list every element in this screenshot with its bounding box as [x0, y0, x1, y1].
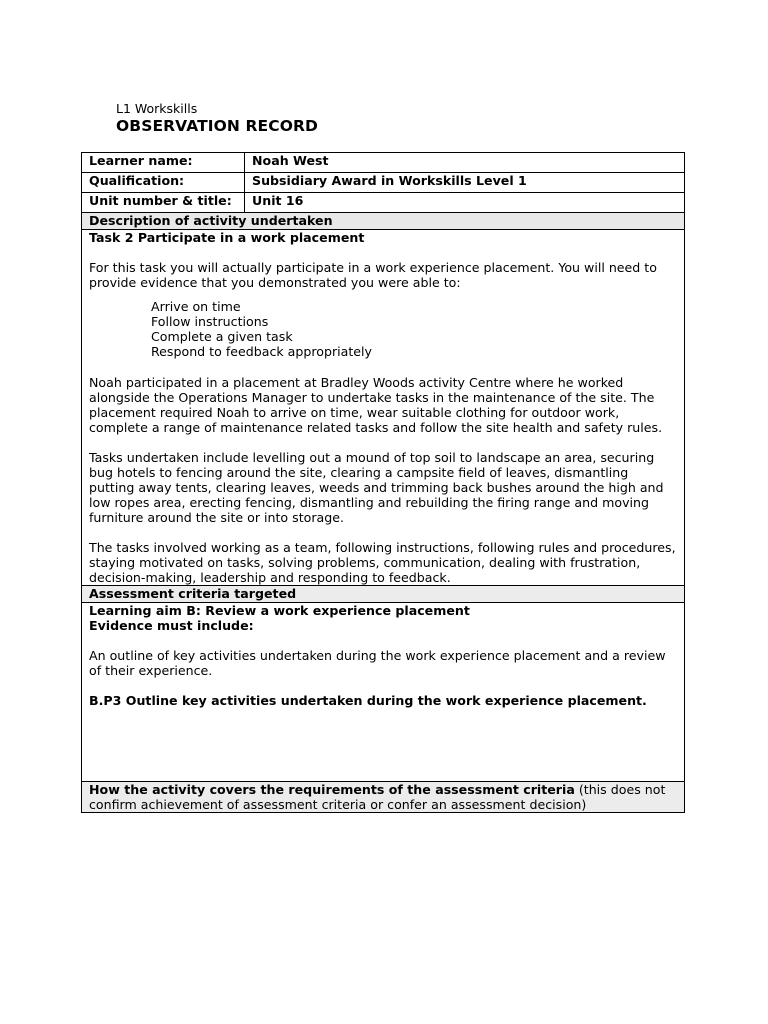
observation-record-table: [81, 152, 685, 813]
task-intro: For this task you will actually participate in a work experience placement. You will need to provide evidence that you demonstrated you were able to:: [89, 260, 657, 290]
criterion-text: B.P3 Outline key activities undertaken during the work experience placement.: [89, 693, 647, 708]
coverage-heading-bold: How the activity covers the requirements of the assessment criteria: [89, 782, 575, 797]
list-item: Respond to feedback appropriately: [151, 344, 373, 359]
qualification-value: Subsidiary Award in Workskills Level 1: [245, 173, 685, 193]
description-heading: Description of activity undertaken: [82, 213, 685, 230]
assessment-heading: Assessment criteria targeted: [82, 586, 685, 603]
unit-row: [82, 193, 685, 213]
list-item: Arrive on time: [151, 299, 241, 314]
evidence-label: Evidence must include:: [89, 618, 254, 633]
document-subtitle: L1 Workskills: [116, 101, 198, 116]
skills-paragraph: The tasks involved working as a team, following instructions, following rules and procedures, staying motivated on tasks, solving problems, communication, dealing with frustration, decision-making, leadership and responding to feedback.: [89, 540, 676, 585]
description-body: [82, 230, 685, 586]
tasks-paragraph: Tasks undertaken include levelling out a mound of top soil to landscape an area, securing bug hotels to fencing around the site, clearing a campsite field of leaves, dismantling putting away tents, clearing leaves, weeds and trimming back bushes around the high and low ropes area, erecting fencing, dismantling and rebuilding the firing range and moving furniture around the site or into storage.: [89, 450, 664, 525]
list-item: Follow instructions: [151, 314, 269, 329]
document-title: OBSERVATION RECORD: [116, 117, 318, 135]
assessment-body: [82, 603, 685, 782]
learning-aim: Learning aim B: Review a work experience placement: [89, 603, 470, 618]
learner-name-row: [82, 153, 685, 173]
qualification-label: Qualification:: [82, 173, 245, 193]
learner-name-value: Noah West: [245, 153, 685, 173]
list-item: Complete a given task: [151, 329, 293, 344]
coverage-heading-note: (this does not confirm achievement of assessment criteria or confer an assessment decision): [89, 782, 666, 812]
unit-value: Unit 16: [245, 193, 685, 213]
unit-label: Unit number & title:: [82, 193, 245, 213]
task-title: Task 2 Participate in a work placement: [89, 230, 365, 245]
learner-name-label: Learner name:: [82, 153, 245, 173]
coverage-heading: [82, 782, 685, 813]
qualification-row: [82, 173, 685, 193]
requirements-list: [89, 299, 677, 359]
placement-paragraph: Noah participated in a placement at Bradley Woods activity Centre where he worked alongside the Operations Manager to undertake tasks in the maintenance of the site. The placement required Noah to arrive on time, wear suitable clothing for outdoor work, complete a range of maintenance related tasks and follow the site health and safety rules.: [89, 375, 663, 435]
evidence-outline: An outline of key activities undertaken during the work experience placement and a review of their experience.: [89, 648, 666, 678]
